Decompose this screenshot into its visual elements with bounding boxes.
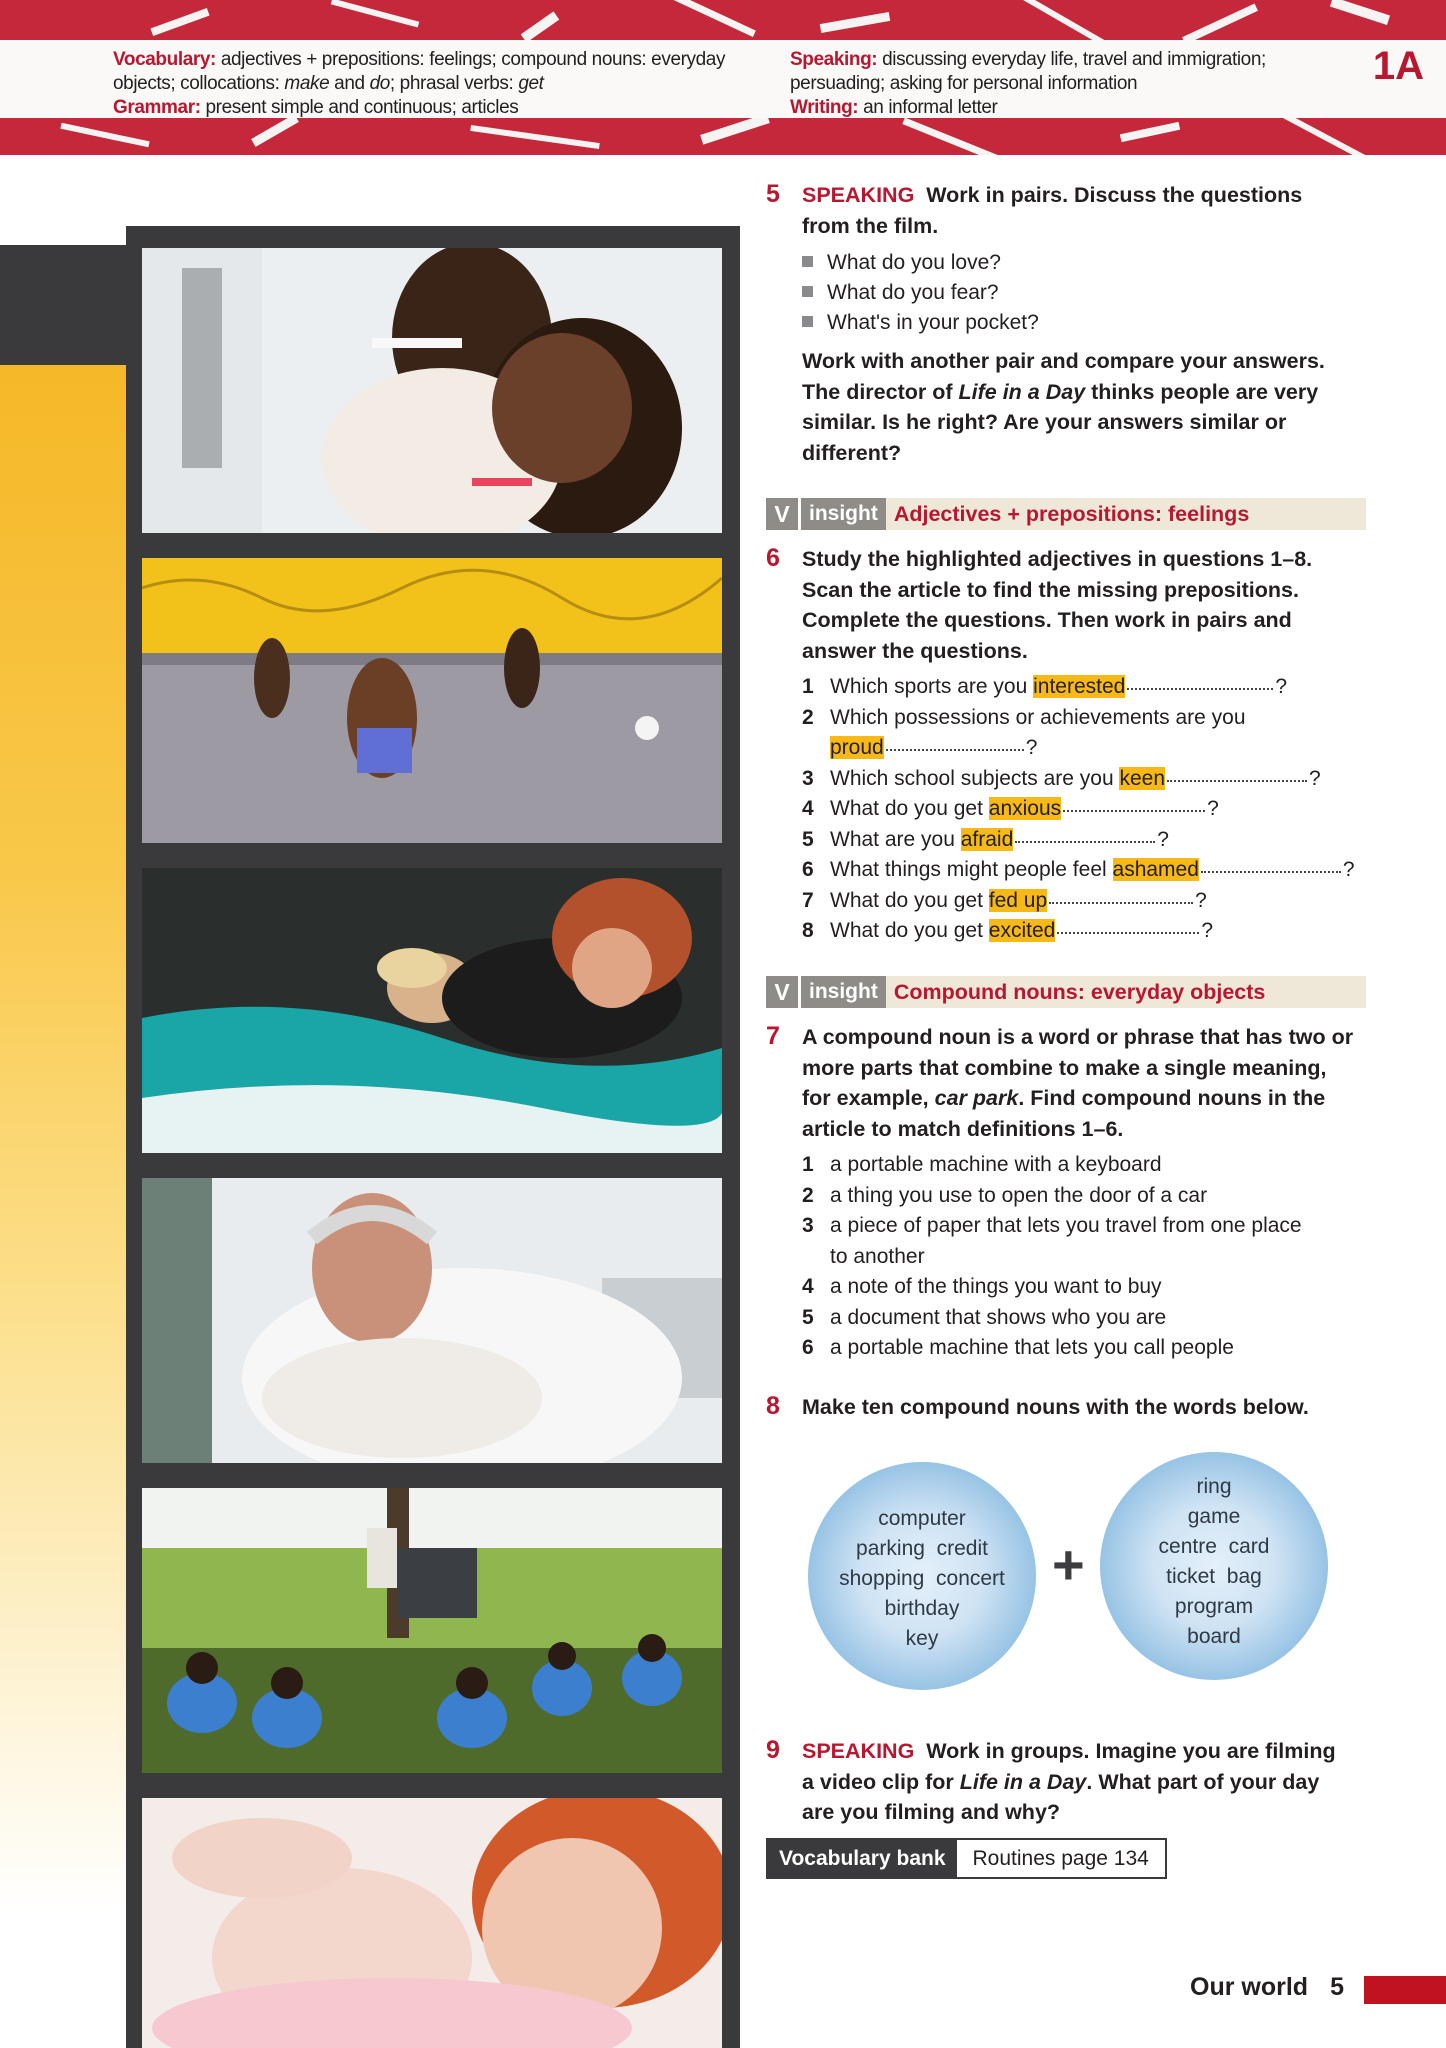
exercise-8 — [766, 1392, 1366, 1692]
answer-blank[interactable] — [1127, 688, 1273, 690]
definition-text: a portable machine that lets you call people — [830, 1336, 1234, 1359]
highlighted-adjective: keen — [1119, 766, 1166, 790]
question-number: 3 — [802, 766, 814, 790]
bullet-text: What do you fear? — [827, 281, 999, 304]
definition-item — [802, 1242, 1362, 1273]
answer-blank[interactable] — [1167, 780, 1307, 782]
unit-label: 1A — [1372, 44, 1424, 88]
exercise-7 — [766, 1022, 1366, 1372]
question-item — [802, 916, 1362, 947]
highlighted-adjective: afraid — [960, 827, 1014, 851]
header-speaking-writing — [790, 48, 1310, 120]
follow-line-4: different? — [802, 440, 902, 465]
follow-line-1: Work with another pair and compare your answers. — [802, 349, 1325, 373]
speaking-label: SPEAKING — [802, 183, 915, 207]
bullet-item — [802, 278, 999, 309]
definition-number: 1 — [802, 1153, 814, 1176]
definition-item — [802, 1272, 1362, 1303]
question-text: What do you get — [830, 797, 983, 820]
bubble-word: program — [1174, 1595, 1254, 1618]
answer-blank[interactable] — [1015, 841, 1155, 843]
bubble-word: shopping concert — [839, 1567, 1005, 1590]
definition-item — [802, 1181, 1362, 1212]
speaking-text: discussing everyday life, travel and immigration; — [882, 49, 1266, 70]
vocabulary-v-icon: V — [766, 976, 798, 1008]
film-title: Life in a Day — [959, 1769, 1087, 1794]
speaking-label: SPEAKING — [802, 1739, 915, 1763]
bubble-word: parking credit — [856, 1537, 988, 1560]
question-list — [802, 672, 1362, 947]
instruction-line: A compound noun is a word or phrase that has two or — [802, 1025, 1354, 1049]
question-mark: ? — [1201, 919, 1214, 942]
unit-header — [0, 0, 1446, 155]
word-bubble-right — [1100, 1452, 1328, 1680]
definition-text: a note of the things you want to buy — [830, 1275, 1162, 1298]
question-item — [802, 794, 1362, 825]
question-mark: ? — [1157, 827, 1169, 851]
photo-mother-baby — [142, 1798, 722, 2048]
question-item — [802, 855, 1362, 886]
vocabulary-text: adjectives + prepositions: feelings; compound nouns: everyday — [220, 49, 726, 70]
vocabulary-bank-link[interactable] — [766, 1838, 1167, 1879]
word-bubble-left — [808, 1462, 1036, 1690]
exercise-instruction — [802, 180, 1362, 241]
decor-dark-strip — [0, 245, 130, 365]
definition-text: a portable machine with a keyboard — [830, 1153, 1162, 1176]
grammar-label: Grammar: — [113, 97, 201, 118]
definition-number: 4 — [802, 1275, 814, 1298]
photo-underwater-swimmers — [142, 868, 722, 1153]
instruction-line: are you filming and why? — [802, 1800, 1061, 1824]
photo-street-football — [142, 558, 722, 843]
bullet-text: What's in your pocket? — [827, 311, 1039, 334]
vocabulary-do: do — [369, 73, 390, 94]
exercise-number: 7 — [766, 1022, 780, 1050]
answer-blank[interactable] — [1049, 902, 1193, 904]
grammar-text: present simple and continuous; articles — [205, 97, 519, 118]
plus-icon: + — [1052, 1533, 1085, 1596]
instruction-line: article to match definitions 1–6. — [802, 1116, 1124, 1141]
question-mark: ? — [1309, 766, 1321, 790]
question-text: What are you — [830, 827, 955, 851]
instruction-line: Complete the questions. Then work in pairs and — [802, 608, 1292, 632]
vocabulary-text-2a: objects; collocations: — [113, 73, 280, 94]
highlighted-adjective: fed up — [988, 888, 1048, 912]
question-item — [802, 886, 1362, 917]
instruction-line: . What part of your day — [1086, 1769, 1320, 1794]
question-mark: ? — [1025, 736, 1038, 759]
highlighted-adjective: ashamed — [1112, 858, 1199, 881]
question-number: 8 — [802, 919, 814, 942]
instruction-line: more parts that combine to make a single meaning, — [802, 1055, 1327, 1080]
question-item — [802, 672, 1362, 703]
question-mark: ? — [1342, 858, 1355, 881]
exercise-number: 6 — [766, 544, 780, 572]
bubble-word: ticket bag — [1166, 1565, 1262, 1588]
follow-line-2a: The director of — [802, 379, 953, 404]
insight-label: insight — [801, 976, 886, 1008]
definition-text: a thing you use to open the door of a car — [830, 1183, 1208, 1207]
bullet-item — [802, 248, 1001, 279]
question-number: 5 — [802, 827, 814, 851]
insight-title: Compound nouns: everyday objects — [886, 976, 1366, 1008]
follow-line-2b: thinks people are very — [1091, 379, 1319, 404]
exercise-follow-up — [802, 346, 1362, 468]
bubble-word: computer — [878, 1507, 966, 1530]
answer-blank[interactable] — [886, 749, 1024, 751]
header-decor-band-top — [0, 0, 1446, 40]
question-text: Which possessions or achievements are you — [830, 705, 1246, 729]
question-mark: ? — [1207, 797, 1219, 820]
vocabulary-bank-reference: Routines page 134 — [957, 1840, 1165, 1877]
vocabulary-bank-label: Vocabulary bank — [768, 1840, 957, 1877]
page-footer — [1190, 1973, 1344, 2002]
bullet-text: What do you love? — [827, 251, 1001, 274]
instruction-line: a video clip for — [802, 1769, 954, 1794]
answer-blank[interactable] — [1057, 932, 1199, 934]
vocabulary-label: Vocabulary: — [113, 49, 216, 70]
definition-item — [802, 1333, 1362, 1364]
page-number: 5 — [1330, 1973, 1344, 2001]
instruction-line: for example, — [802, 1086, 929, 1110]
header-vocab-grammar — [113, 48, 753, 120]
question-text: Which sports are you — [830, 675, 1028, 698]
definition-number: 6 — [802, 1336, 814, 1359]
bubble-word: centre card — [1158, 1535, 1270, 1558]
footer-unit-title: Our world — [1190, 1973, 1309, 2001]
header-decor-band-bottom — [0, 118, 1446, 155]
definition-item — [802, 1303, 1362, 1334]
bullet-item — [802, 308, 1039, 339]
question-mark: ? — [1195, 888, 1207, 912]
insight-heading-feelings — [766, 498, 1366, 532]
definition-item — [802, 1211, 1362, 1242]
bubble-word: ring — [1196, 1475, 1232, 1498]
exercise-6 — [766, 544, 1366, 944]
question-number: 2 — [802, 705, 814, 729]
film-title: Life in a Day — [958, 379, 1086, 404]
answer-blank[interactable] — [1201, 871, 1341, 873]
vocabulary-and: and — [334, 73, 365, 94]
insight-title: Adjectives + prepositions: feelings — [886, 498, 1366, 530]
instruction-line: answer the questions. — [802, 638, 1028, 663]
vocabulary-get: get — [518, 73, 544, 94]
definition-number: 2 — [802, 1183, 814, 1207]
exercise-instruction — [802, 1736, 1362, 1828]
definition-item — [802, 1150, 1362, 1181]
instruction-line: Study the highlighted adjectives in questions 1–8. — [802, 547, 1313, 571]
instruction-line: Work in groups. Imagine you are filming — [926, 1739, 1336, 1763]
footer-accent-bar — [1364, 1976, 1446, 2004]
vocabulary-make: make — [284, 73, 330, 94]
question-text: What do you get — [830, 919, 983, 942]
photo-outdoor-classroom — [142, 1488, 722, 1773]
question-number: 7 — [802, 888, 814, 912]
instruction-line-2: from the film. — [802, 213, 939, 238]
vocabulary-v-icon: V — [766, 498, 798, 530]
question-text: Which school subjects are you — [830, 766, 1114, 790]
exercise-instruction — [802, 1022, 1362, 1144]
speaking-label: Speaking: — [790, 49, 878, 70]
instruction-line-1: Work in pairs. Discuss the questions — [926, 183, 1303, 207]
definition-number: 5 — [802, 1305, 814, 1329]
exercise-number: 9 — [766, 1736, 780, 1764]
highlighted-adjective: excited — [988, 919, 1056, 942]
bubble-word: key — [905, 1627, 939, 1650]
definition-text: to another — [830, 1244, 925, 1268]
bubble-word: board — [1187, 1625, 1241, 1648]
decor-yellow-gradient — [0, 365, 130, 2048]
speaking-text-2: persuading; asking for personal information — [790, 73, 1138, 94]
definition-text: a piece of paper that lets you travel from one place — [830, 1214, 1302, 1237]
definition-text: a document that shows who you are — [830, 1305, 1167, 1329]
question-number: 4 — [802, 797, 814, 820]
follow-line-3: similar. Is he right? Are your answers similar or — [802, 410, 1287, 434]
writing-text: an informal letter — [863, 97, 998, 118]
definition-number: 3 — [802, 1214, 814, 1237]
writing-label: Writing: — [790, 97, 859, 118]
question-text: What things might people feel — [830, 858, 1107, 881]
question-item — [802, 703, 1362, 764]
photo-hospital-patient — [142, 1178, 722, 1463]
insight-label: insight — [801, 498, 886, 530]
highlighted-adjective: anxious — [988, 797, 1062, 820]
exercise-9 — [766, 1736, 1366, 1876]
highlighted-adjective: interested — [1033, 675, 1126, 698]
exercise-number: 8 — [766, 1392, 780, 1420]
question-text: What do you get — [830, 888, 983, 912]
vocabulary-text-2b: ; phrasal verbs: — [389, 73, 514, 94]
question-number: 6 — [802, 858, 814, 881]
exercise-instruction: Make ten compound nouns with the words below. — [802, 1395, 1309, 1419]
exercise-5 — [766, 180, 1366, 480]
photo-brushing-teeth — [142, 248, 722, 533]
question-item — [802, 764, 1362, 795]
example-term: car park — [934, 1086, 1019, 1110]
instruction-line: Scan the article to find the missing prepositions. — [802, 577, 1299, 602]
question-number: 1 — [802, 675, 814, 698]
instruction-line: . Find compound nouns in the — [1018, 1086, 1326, 1110]
insight-heading-compound-nouns — [766, 976, 1366, 1010]
question-mark: ? — [1275, 675, 1288, 698]
definition-list — [802, 1150, 1362, 1364]
exercise-number: 5 — [766, 180, 780, 208]
bubble-word: birthday — [884, 1597, 960, 1620]
highlighted-adjective: proud — [830, 736, 884, 759]
question-item — [802, 825, 1362, 856]
bubble-word: game — [1187, 1505, 1241, 1528]
exercise-instruction — [802, 544, 1362, 666]
answer-blank[interactable] — [1063, 810, 1205, 812]
